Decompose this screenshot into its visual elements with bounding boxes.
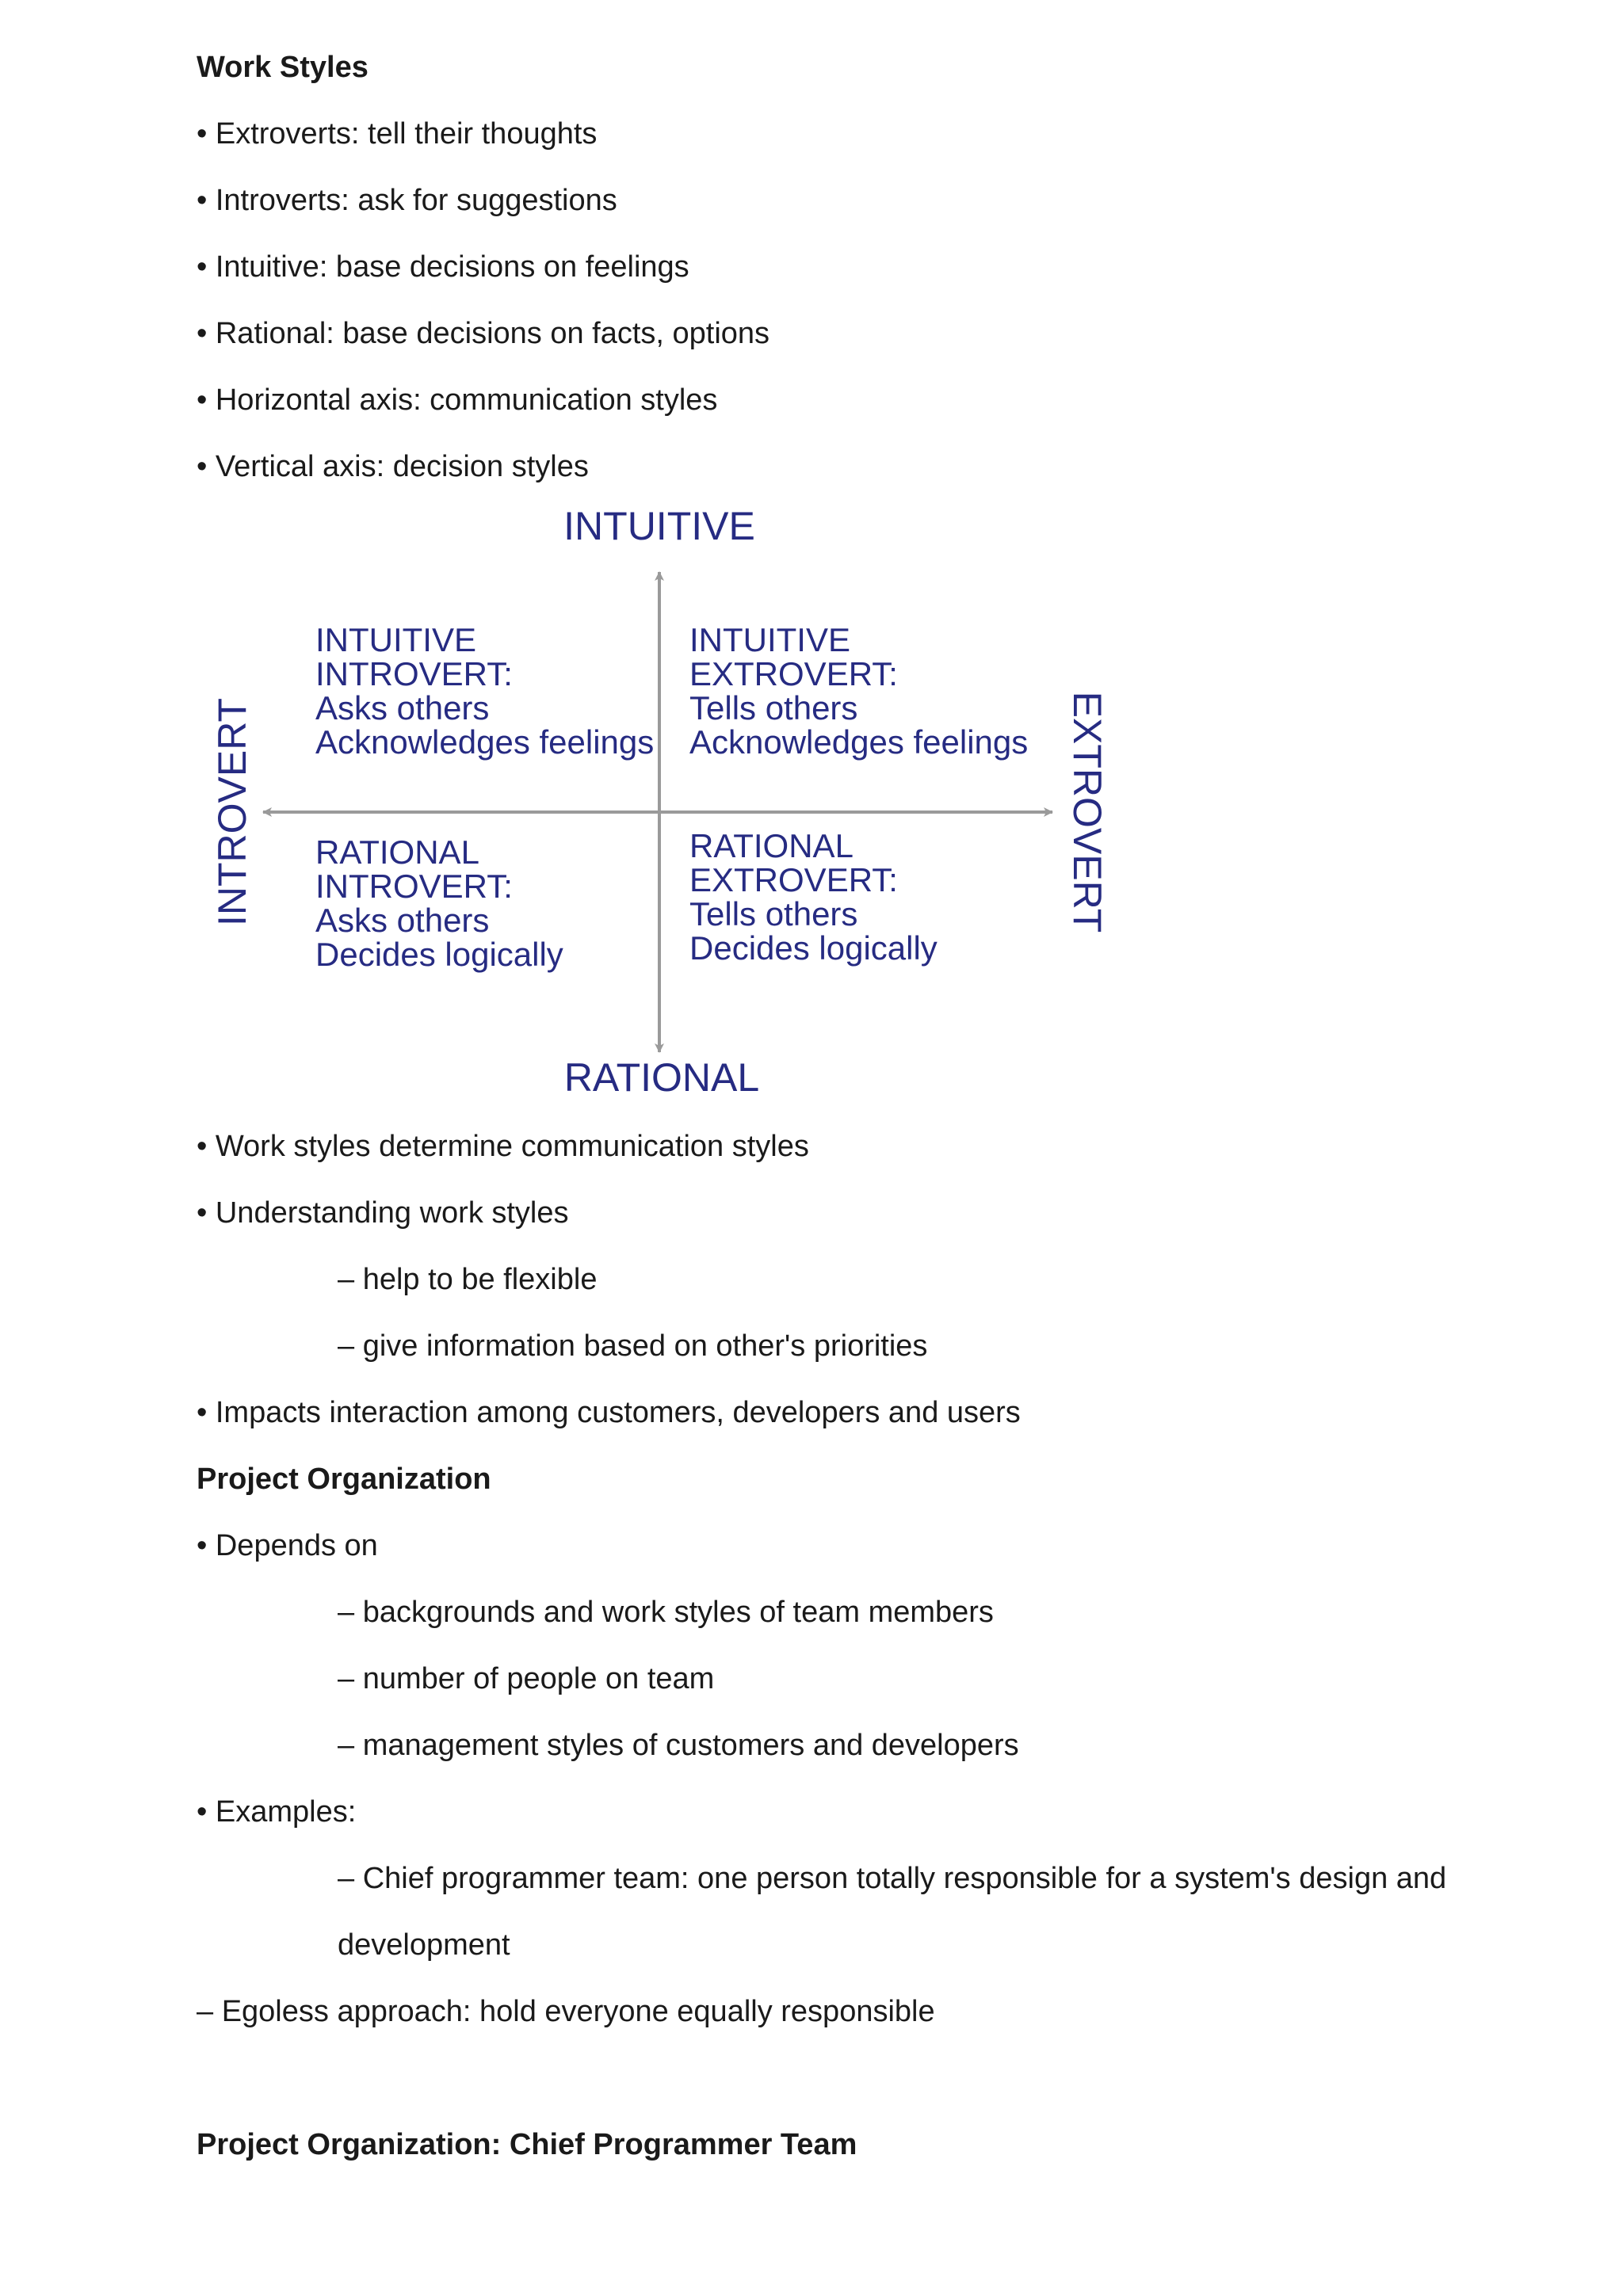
quadrant-text: EXTROVERT: [689, 655, 898, 692]
sub-bullet-flexible: – help to be flexible [338, 1263, 598, 1296]
quadrant-text: RATIONAL [315, 833, 479, 871]
axis-label-bottom: RATIONAL [563, 1055, 760, 1100]
quadrant-text: Acknowledges feelings [689, 723, 1029, 761]
quadrant-text: Tells others [689, 895, 858, 933]
bullet-extroverts: • Extroverts: tell their thoughts [197, 117, 598, 151]
quadrant-text: INTROVERT: [315, 655, 513, 692]
bullet-examples: • Examples: [197, 1795, 357, 1829]
bullet-understanding-work-styles: • Understanding work styles [197, 1196, 569, 1230]
heading-work-styles: Work Styles [197, 51, 369, 84]
quadrant-text: INTUITIVE [315, 621, 477, 658]
bullet-impacts-interaction: • Impacts interaction among customers, developers and users [197, 1396, 1021, 1429]
work-styles-quadrant-diagram [198, 507, 1117, 1109]
bullet-work-styles-determine: • Work styles determine communication styles [197, 1130, 809, 1163]
quadrant-text: INTROVERT: [315, 868, 513, 905]
quadrant-top-left [315, 621, 654, 761]
axis-label-top: INTUITIVE [563, 507, 755, 548]
sub-bullet-priorities: – give information based on other's priorities [338, 1329, 928, 1363]
sub-bullet-chief-programmer-cont: development [338, 1928, 510, 1962]
bullet-depends-on: • Depends on [197, 1529, 378, 1562]
quadrant-text: RATIONAL [689, 827, 854, 864]
quadrant-text: Tells others [689, 689, 858, 727]
quadrant-text: Decides logically [315, 936, 563, 973]
sub-bullet-management-styles: – management styles of customers and developers [338, 1729, 1019, 1762]
quadrant-text: EXTROVERT: [689, 861, 898, 898]
egoless-approach: – Egoless approach: hold everyone equally responsible [197, 1995, 935, 2028]
bullet-rational: • Rational: base decisions on facts, options [197, 317, 770, 350]
sub-bullet-backgrounds: – backgrounds and work styles of team members [338, 1596, 994, 1629]
sub-bullet-number-of-people: – number of people on team [338, 1662, 715, 1695]
bullet-intuitive: • Intuitive: base decisions on feelings [197, 250, 689, 284]
heading-project-organization: Project Organization [197, 1463, 491, 1496]
axis-label-right: EXTROVERT [1065, 691, 1109, 933]
bullet-vertical-axis: • Vertical axis: decision styles [197, 450, 589, 483]
axis-label-left: INTROVERT [210, 698, 254, 926]
quadrant-text: Asks others [315, 902, 490, 939]
quadrant-text: Decides logically [689, 929, 938, 967]
quadrant-text: Asks others [315, 689, 490, 727]
quadrant-text: INTUITIVE [689, 621, 851, 658]
quadrant-top-right [689, 621, 1028, 761]
bullet-introverts: • Introverts: ask for suggestions [197, 184, 617, 217]
quadrant-bottom-right [689, 827, 938, 967]
bullet-horizontal-axis: • Horizontal axis: communication styles [197, 383, 718, 417]
sub-bullet-chief-programmer: – Chief programmer team: one person totally responsible for a system's design and [338, 1862, 1447, 1895]
heading-chief-programmer-team: Project Organization: Chief Programmer Team [197, 2128, 857, 2161]
quadrant-bottom-left [315, 833, 563, 973]
quadrant-text: Acknowledges feelings [315, 723, 655, 761]
